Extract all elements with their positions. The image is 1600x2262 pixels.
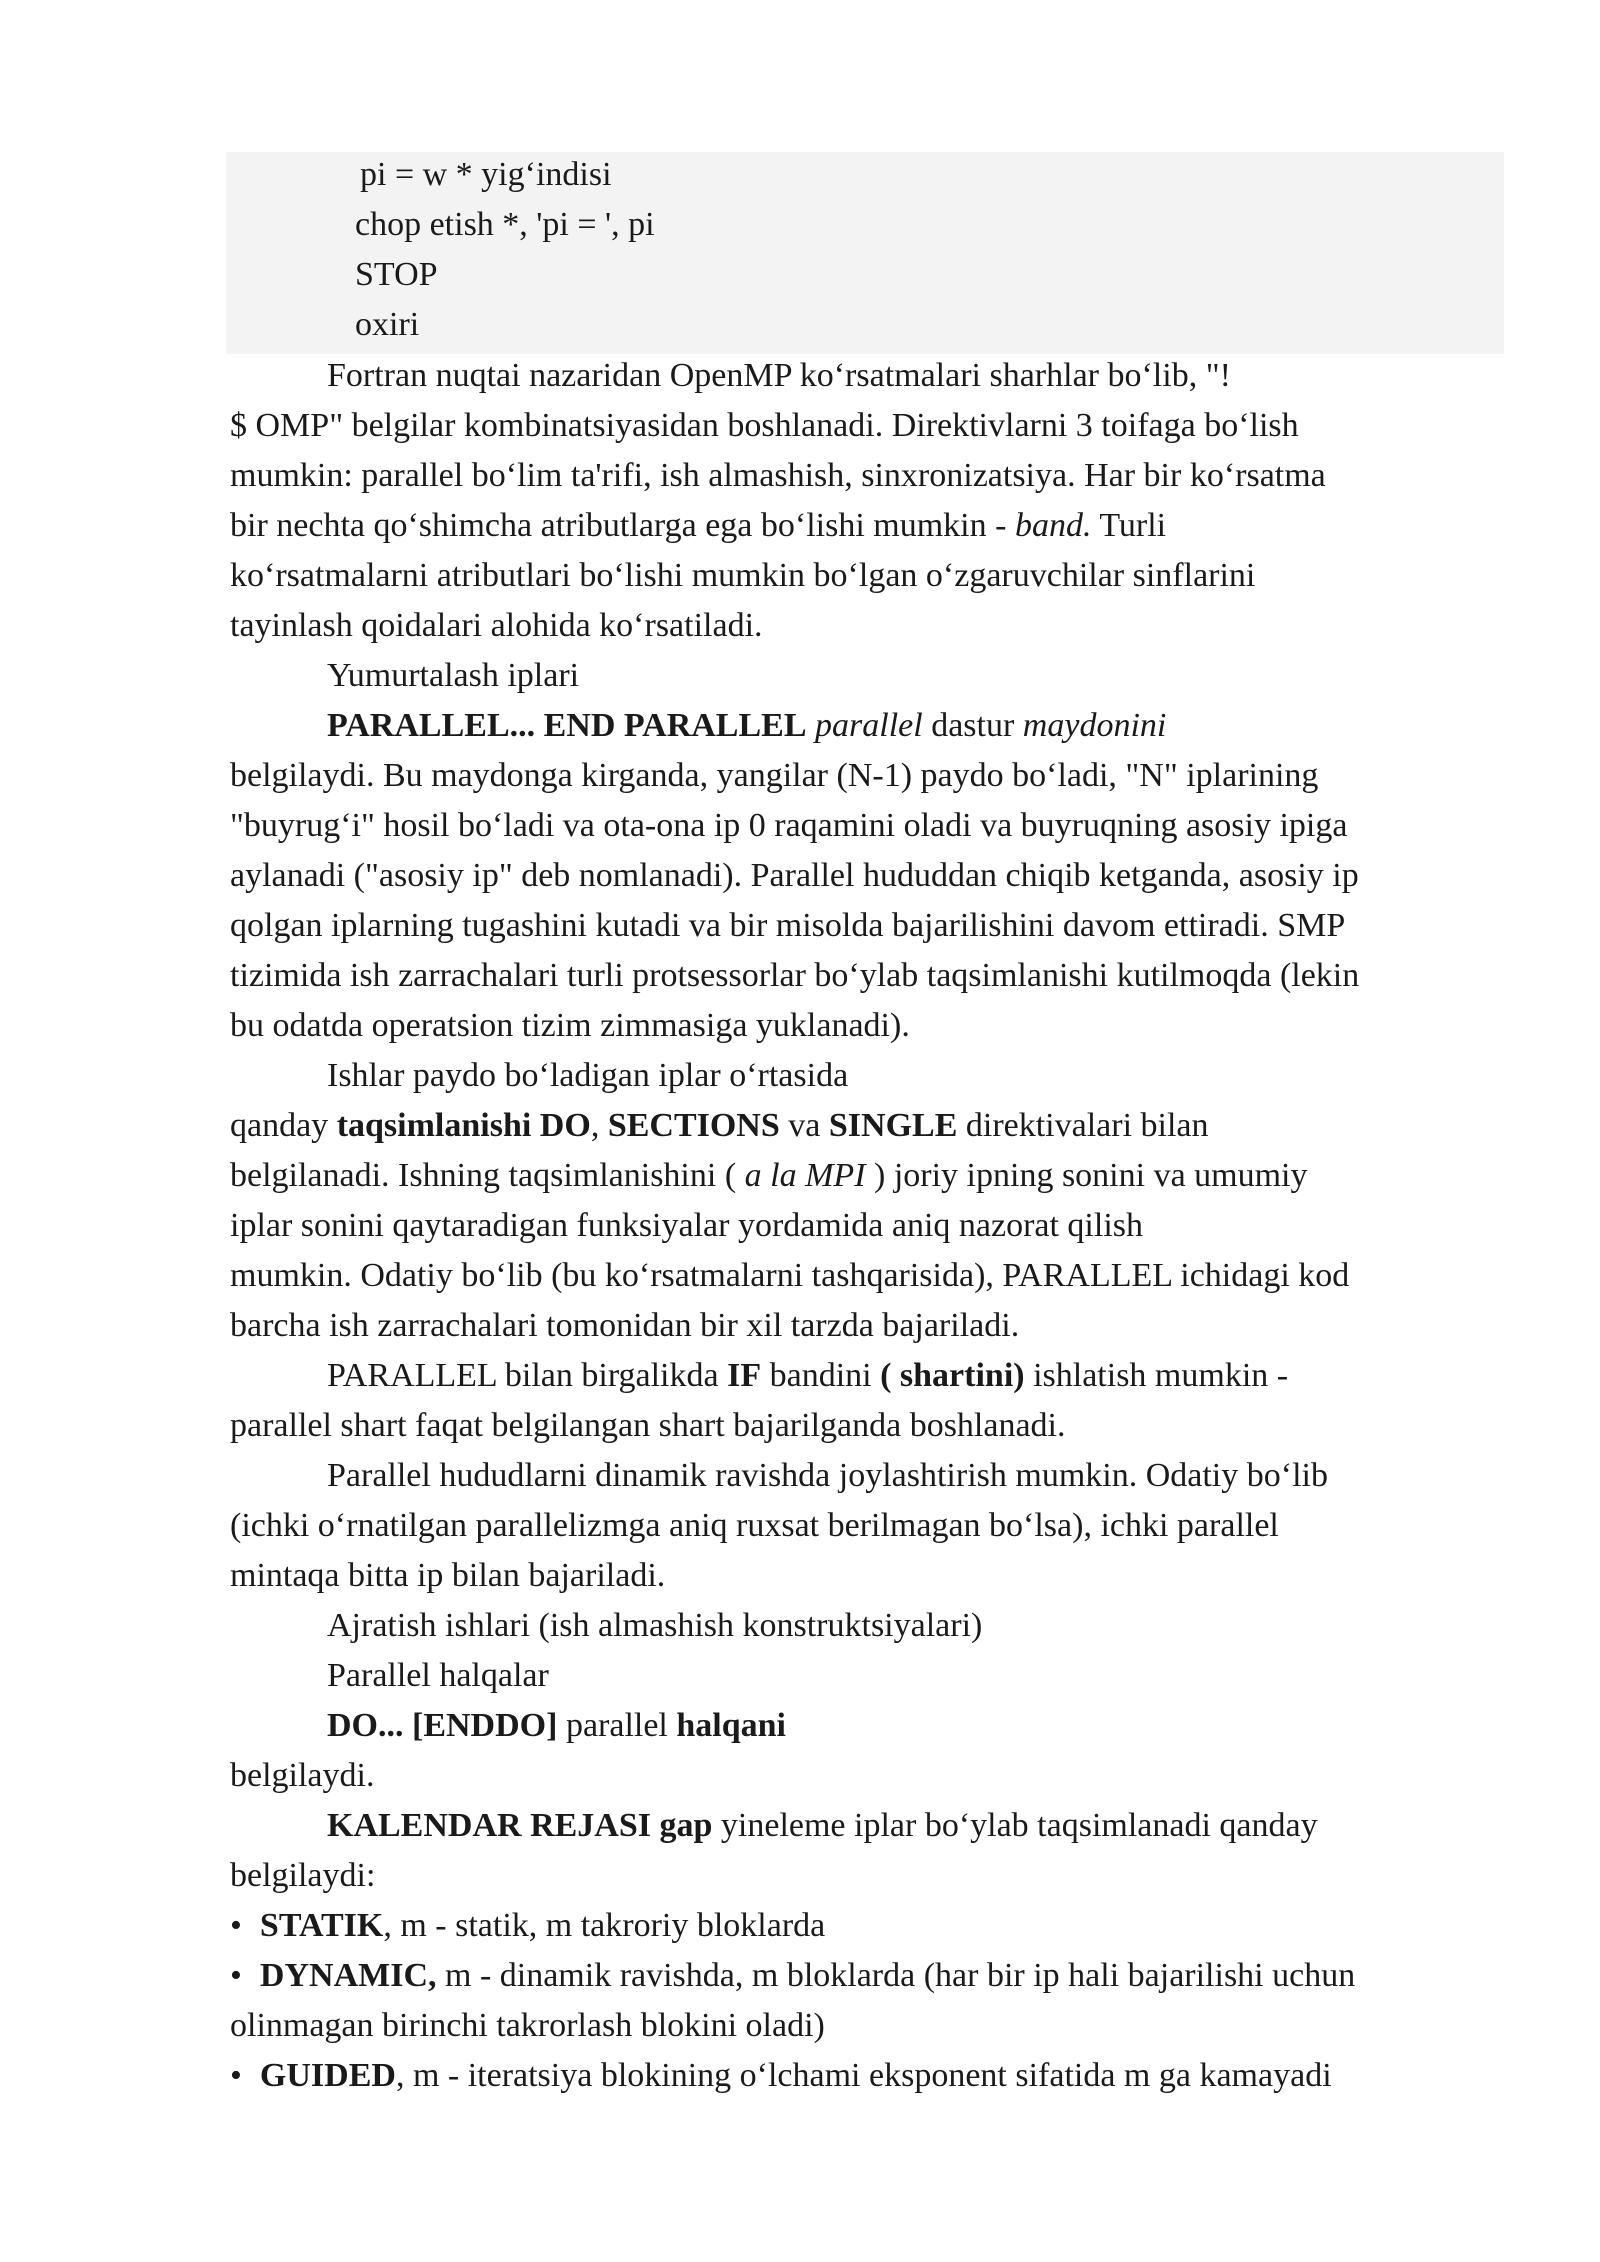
bullet-icon: • — [230, 1957, 242, 1994]
paragraph-line: parallel shart faqat belgilangan shart bajarilganda boshlanadi. — [230, 1407, 1066, 1444]
paragraph-line: KALENDAR REJASI gap yineleme iplar bo‘ylab taqsimlanadi qanday — [327, 1807, 1318, 1844]
paragraph-line: PARALLEL... END PARALLEL parallel dastur maydonini — [327, 707, 1167, 744]
paragraph-line: (ichki o‘rnatilgan parallelizmga aniq ruxsat berilmagan bo‘lsa), ichki parallel — [230, 1507, 1279, 1544]
code-line: pi = w * yig‘indisi — [360, 156, 612, 193]
paragraph-line: iplar sonini qaytaradigan funksiyalar yordamida aniq nazorat qilish — [230, 1207, 1144, 1244]
paragraph-line: Ishlar paydo bo‘ladigan iplar o‘rtasida — [327, 1057, 849, 1094]
code-line: STOP — [355, 256, 438, 293]
paragraph-line: bir nechta qo‘shimcha atributlarga ega bo‘lishi mumkin - band. Turli — [230, 507, 1167, 544]
section-heading: Parallel halqalar — [327, 1657, 549, 1694]
section-heading: Yumurtalash iplari — [327, 657, 580, 694]
paragraph-line: belgilanadi. Ishning taqsimlanishini ( a la MPI ) joriy ipning sonini va umumiy — [230, 1157, 1308, 1194]
list-item-continuation: olinmagan birinchi takrorlash blokini oladi) — [230, 2007, 825, 2044]
paragraph-line: DO... [ENDDO] parallel halqani — [327, 1707, 786, 1744]
paragraph-line: PARALLEL bilan birgalikda IF bandini ( shartini) ishlatish mumkin - — [327, 1357, 1289, 1394]
section-heading: Ajratish ishlari (ish almashish konstruktsiyalari) — [327, 1607, 983, 1644]
paragraph-line: ko‘rsatmalarni atributlari bo‘lishi mumkin bo‘lgan o‘zgaruvchilar sinflarini — [230, 557, 1256, 594]
list-item: • STATIK, m - statik, m takroriy bloklarda — [230, 1907, 826, 1944]
paragraph-line: tizimida ish zarrachalari turli protsessorlar bo‘ylab taqsimlanishi kutilmoqda (lekin — [230, 957, 1360, 994]
paragraph-line: belgilaydi. — [230, 1757, 375, 1794]
paragraph-line: barcha ish zarrachalari tomonidan bir xil tarzda bajariladi. — [230, 1307, 1020, 1344]
paragraph-line: $ OMP" belgilar kombinatsiyasidan boshlanadi. Direktivlarni 3 toifaga bo‘lish — [230, 407, 1299, 444]
code-line: oxiri — [355, 306, 420, 343]
bullet-icon: • — [230, 1907, 242, 1944]
bullet-icon: • — [230, 2057, 242, 2094]
paragraph-line: aylanadi ("asosiy ip" deb nomlanadi). Parallel hududdan chiqib ketganda, asosiy ip — [230, 857, 1359, 894]
paragraph-line: bu odatda operatsion tizim zimmasiga yuklanadi). — [230, 1007, 910, 1044]
paragraph-line: mumkin. Odatiy bo‘lib (bu ko‘rsatmalarni tashqarisida), PARALLEL ichidagi kod — [230, 1257, 1350, 1294]
paragraph-line: tayinlash qoidalari alohida ko‘rsatiladi. — [230, 607, 763, 644]
list-item: • GUIDED, m - iteratsiya blokining o‘lchami eksponent sifatida m ga kamayadi — [230, 2057, 1332, 2094]
list-item: • DYNAMIC, m - dinamik ravishda, m bloklarda (har bir ip hali bajarilishi uchun — [230, 1957, 1356, 1994]
paragraph-line: qolgan iplarning tugashini kutadi va bir misolda bajarilishini davom ettiradi. SMP — [230, 907, 1346, 944]
paragraph-line: "buyrug‘i" hosil bo‘ladi va ota-ona ip 0 raqamini oladi va buyruqning asosiy ipiga — [230, 807, 1348, 844]
paragraph-line: mintaqa bitta ip bilan bajariladi. — [230, 1557, 666, 1594]
code-line: chop etish *, 'pi = ', pi — [355, 206, 655, 243]
paragraph-line: Fortran nuqtai nazaridan OpenMP ko‘rsatmalari sharhlar bo‘lib, "! — [327, 357, 1231, 394]
paragraph-line: qanday taqsimlanishi DO, SECTIONS va SINGLE direktivalari bilan — [230, 1107, 1209, 1144]
paragraph-line: belgilaydi. Bu maydonga kirganda, yangilar (N-1) paydo bo‘ladi, "N" iplarining — [230, 757, 1319, 794]
paragraph-line: belgilaydi: — [230, 1857, 376, 1894]
paragraph-line: Parallel hududlarni dinamik ravishda joylashtirish mumkin. Odatiy bo‘lib — [327, 1457, 1328, 1494]
paragraph-line: mumkin: parallel bo‘lim ta'rifi, ish almashish, sinxronizatsiya. Har bir ko‘rsatma — [230, 457, 1326, 494]
